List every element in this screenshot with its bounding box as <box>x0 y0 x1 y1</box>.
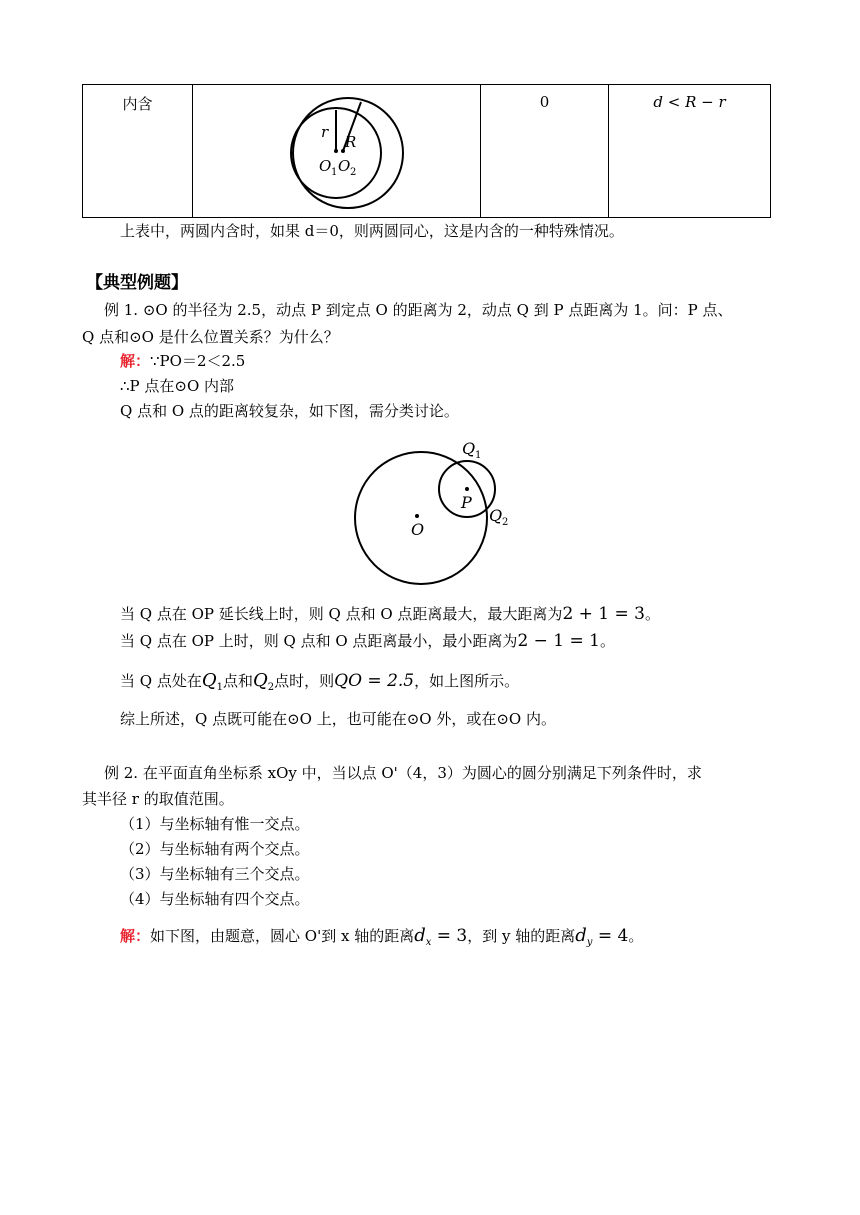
example1-summary: 综上所述，Q 点既可能在⊙O 上，也可能在⊙O 外，或在⊙O 内。 <box>120 710 556 728</box>
example2-item-4: （4）与坐标轴有四个交点。 <box>120 890 310 908</box>
example1-figure <box>345 430 525 590</box>
max-distance-line <box>120 603 660 624</box>
equal-text-mid2: 点时，则 <box>274 672 335 690</box>
dy-symbol: d <box>575 925 587 946</box>
example2-problem-line1: 例 2. 在平面直角坐标系 xOy 中，当以点 O'（4，3）为圆心的圆分别满足下列条件时，求 <box>104 764 702 782</box>
max-distance-end: 。 <box>645 605 661 623</box>
example2-item-2: （2）与坐标轴有两个交点。 <box>120 840 310 858</box>
label-R: R <box>345 133 357 151</box>
qo-formula: QO = 2.5 <box>334 671 415 691</box>
relation-name: 内含 <box>122 95 153 113</box>
example1-solution-line2: ∴P 点在⊙O 内部 <box>120 377 235 395</box>
min-distance-formula: 2 − 1 = 1 <box>517 631 600 651</box>
q2-symbol: Q <box>253 670 268 691</box>
example1-solution-line1 <box>120 350 245 371</box>
example2-solution <box>120 925 643 948</box>
solution-text: ∵PO＝2＜2.5 <box>150 352 246 370</box>
label-r: r <box>321 123 329 141</box>
solution-text-1: 如下图，由题意，圆心 O'到 x 轴的距离 <box>150 927 415 945</box>
example2-item-1: （1）与坐标轴有惟一交点。 <box>120 815 310 833</box>
label-q2: Q <box>489 506 503 525</box>
dx-value: = 3 <box>431 926 468 946</box>
outer-circle-R <box>293 98 403 208</box>
equal-text-pre: 当 Q 点处在 <box>120 672 202 690</box>
dx-subscript: x <box>425 937 432 948</box>
relation-table <box>82 84 771 218</box>
equal-text-end: ，如上图所示。 <box>414 672 520 690</box>
max-distance-formula: 2 + 1 = 3 <box>562 604 645 624</box>
relation-cell <box>83 85 193 218</box>
label-q1: Q <box>462 439 476 458</box>
section-title: 【典型例题】 <box>86 273 188 293</box>
solution-end: 。 <box>628 927 644 945</box>
example2-item-3: （3）与坐标轴有三个交点。 <box>120 865 310 883</box>
common-points-value: 0 <box>539 93 550 111</box>
internal-circles-figure <box>193 85 480 213</box>
min-distance-end: 。 <box>600 632 616 650</box>
label-q2-sub: 2 <box>502 517 509 528</box>
q2-subscript: 2 <box>267 682 275 693</box>
equal-distance-line <box>120 670 519 693</box>
label-o2: O <box>338 157 351 175</box>
q1-subscript: 1 <box>216 682 223 693</box>
condition-formula: d < R − r <box>653 93 726 111</box>
equal-text-mid: 点和 <box>222 672 253 690</box>
example1-problem-line2: Q 点和⊙O 是什么位置关系？为什么？ <box>82 328 339 346</box>
table-note: 上表中，两圆内含时，如果 d＝0，则两圆同心，这是内含的一种特殊情况。 <box>120 222 624 240</box>
min-distance-line <box>120 630 615 651</box>
label-o: O <box>411 520 425 539</box>
solution-label: 解： <box>120 352 151 370</box>
example2-problem-line2: 其半径 r 的取值范围。 <box>82 790 234 808</box>
circle-o <box>355 452 487 584</box>
center-o1-dot <box>334 149 338 153</box>
q1-symbol: Q <box>201 670 217 691</box>
condition-cell <box>609 85 771 218</box>
figure-cell <box>193 85 481 218</box>
example1-solution-line3: Q 点和 O 点的距离较复杂，如下图，需分类讨论。 <box>120 402 459 420</box>
dy-subscript: y <box>586 937 593 948</box>
example1-problem-line1: 例 1. ⊙O 的半径为 2.5，动点 P 到定点 O 的距离为 2，动点 Q 到 P 点距离为 1。问：P 点、 <box>104 301 733 319</box>
table-row <box>83 85 771 218</box>
center-o-dot <box>415 514 419 518</box>
label-q1-sub: 1 <box>475 450 482 461</box>
dx-symbol: d <box>414 925 426 946</box>
label-p: P <box>461 493 472 512</box>
dy-value: = 4 <box>592 926 629 946</box>
label-o1: O <box>319 157 332 175</box>
point-p-dot <box>465 487 469 491</box>
label-o1-sub: 1 <box>331 167 338 178</box>
common-points-cell <box>481 85 609 218</box>
solution-label: 解： <box>120 927 151 945</box>
label-o2-sub: 2 <box>350 167 357 178</box>
max-distance-text: 当 Q 点在 OP 延长线上时，则 Q 点和 O 点距离最大，最大距离为 <box>120 605 563 623</box>
min-distance-text: 当 Q 点在 OP 上时，则 Q 点和 O 点距离最小，最小距离为 <box>120 632 518 650</box>
solution-text-2: ，到 y 轴的距离 <box>467 927 576 945</box>
